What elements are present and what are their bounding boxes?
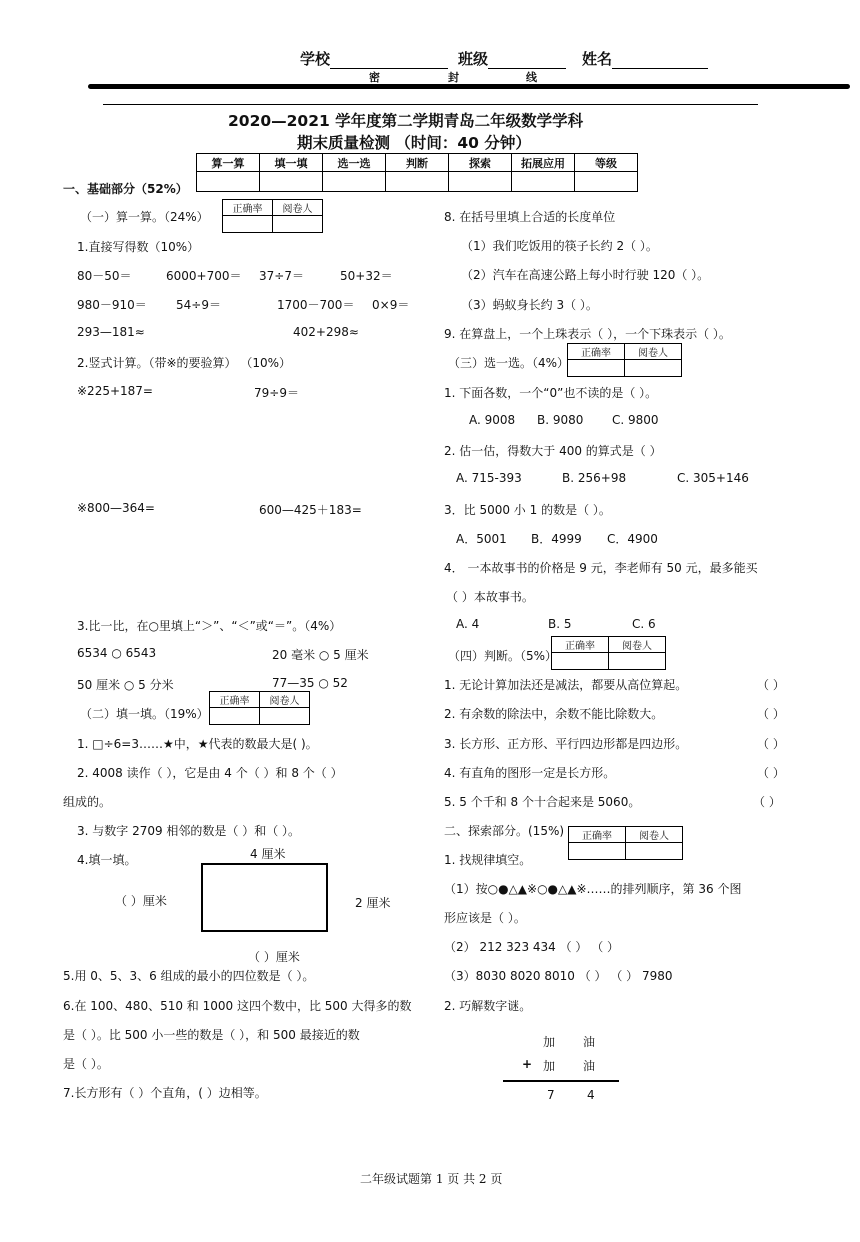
fill-q9: 9. 在算盘上，一个上珠表示（ ），一个下珠表示（ ）。 bbox=[444, 327, 731, 341]
q1-item: 1700－700＝ bbox=[277, 298, 355, 312]
rect-bottom-label: （ ）厘米 bbox=[248, 950, 300, 964]
score-cell[interactable] bbox=[575, 172, 638, 192]
choice-q1: 1. 下面各数，一个“0”也不读的是（ ）。 bbox=[444, 386, 658, 400]
fill-q6: 6.在 100、480、510 和 1000 这四个数中，比 500 大得多的数 bbox=[63, 999, 412, 1013]
rect-right-label: 2 厘米 bbox=[355, 896, 391, 910]
fill-q2-cont: 组成的。 bbox=[63, 795, 112, 809]
q1-item: 0×9＝ bbox=[372, 298, 410, 312]
q1-title: 1.直接写得数（10%） bbox=[77, 240, 200, 254]
name-blank[interactable] bbox=[612, 54, 708, 69]
choice-option[interactable]: A．5001 bbox=[456, 532, 507, 546]
q1-item: 293—181≈ bbox=[77, 325, 145, 339]
section-calc-heading: （一）算一算。（24%） bbox=[80, 210, 209, 224]
section-judge-heading: （四）判断。（5%） bbox=[448, 649, 558, 663]
q1-item: 6000+700＝ bbox=[166, 269, 242, 283]
grader-box-choice bbox=[567, 343, 682, 377]
grader-box-fill bbox=[209, 691, 310, 725]
explore-q2: 2. 巧解数字谜。 bbox=[444, 999, 532, 1013]
grader-cell[interactable] bbox=[568, 360, 625, 377]
grader-col1: 正确率 bbox=[223, 200, 273, 216]
section-fill-heading: （二）填一填。（19%） bbox=[80, 707, 209, 721]
judge-answer-box[interactable]: （ ） bbox=[757, 707, 785, 721]
name-field bbox=[582, 48, 708, 69]
puzzle-char: 油 bbox=[583, 1035, 596, 1049]
fill-q7: 7.长方形有（ ）个直角，( ）边相等。 bbox=[63, 1086, 267, 1100]
judge-q3: 3. 长方形、正方形、平行四边形都是四边形。 bbox=[444, 737, 688, 751]
q2-title: 2.竖式计算。（带※的要验算） （10%） bbox=[77, 356, 291, 370]
choice-option[interactable]: A. 4 bbox=[456, 617, 480, 631]
q2-item: 79÷9＝ bbox=[254, 386, 299, 400]
score-header: 填一填 bbox=[260, 154, 323, 172]
q1-item: 54÷9＝ bbox=[176, 298, 221, 312]
score-header: 选一选 bbox=[323, 154, 386, 172]
fill-q4: 4.填一填。 bbox=[77, 853, 137, 867]
q1-item: 980－910＝ bbox=[77, 298, 147, 312]
puzzle-sum-line bbox=[503, 1080, 619, 1082]
class-field bbox=[458, 48, 566, 69]
choice-q2: 2. 估一估，得数大于 400 的算式是（ ） bbox=[444, 444, 662, 458]
seal-char-2: 封 bbox=[448, 71, 459, 84]
choice-option[interactable]: C．4900 bbox=[607, 532, 658, 546]
q1-item: 402+298≈ bbox=[293, 325, 359, 339]
q2-item: ※800—364= bbox=[77, 501, 155, 515]
q1-item: 37÷7＝ bbox=[259, 269, 304, 283]
judge-answer-box[interactable]: （ ） bbox=[757, 678, 785, 692]
grader-cell[interactable] bbox=[260, 708, 310, 725]
score-header: 探索 bbox=[449, 154, 512, 172]
choice-option[interactable]: C. 6 bbox=[632, 617, 656, 631]
choice-q4: 4． 一本故事书的价格是 9 元，李老师有 50 元，最多能买 bbox=[444, 561, 758, 575]
choice-option[interactable]: A. 9008 bbox=[469, 413, 516, 427]
judge-q2: 2. 有余数的除法中，余数不能比除数大。 bbox=[444, 707, 664, 721]
page-title-line2: 期末质量检测 （时间：40 分钟） bbox=[297, 134, 531, 152]
fill-q1: 1. □÷6=3……★中，★代表的数最大是( )。 bbox=[77, 737, 318, 751]
puzzle-char: 油 bbox=[583, 1059, 596, 1073]
fill-q3: 3. 与数字 2709 相邻的数是（ ）和（ ）。 bbox=[77, 824, 301, 838]
judge-answer-box[interactable]: （ ） bbox=[757, 737, 785, 751]
seal-line-thick bbox=[88, 84, 850, 89]
puzzle-digit: 7 bbox=[547, 1088, 555, 1102]
score-cell[interactable] bbox=[512, 172, 575, 192]
fill-q2: 2. 4008 读作（ ），它是由 4 个（ ）和 8 个（ ） bbox=[77, 766, 343, 780]
score-header: 算一算 bbox=[197, 154, 260, 172]
grader-cell[interactable] bbox=[210, 708, 260, 725]
compare-item: 50 厘米 ○ 5 分米 bbox=[77, 678, 174, 692]
score-header: 判断 bbox=[386, 154, 449, 172]
grader-col2: 阅卷人 bbox=[609, 637, 666, 653]
fill-q8: 8. 在括号里填上合适的长度单位 bbox=[444, 210, 616, 224]
grader-col2: 阅卷人 bbox=[625, 344, 682, 360]
grader-col1: 正确率 bbox=[568, 344, 625, 360]
score-cell[interactable] bbox=[323, 172, 386, 192]
compare-item: 20 毫米 ○ 5 厘米 bbox=[272, 648, 369, 662]
name-label: 姓名 bbox=[582, 50, 613, 68]
score-cell[interactable] bbox=[386, 172, 449, 192]
score-table-header bbox=[197, 154, 638, 172]
choice-option[interactable]: A. 715-393 bbox=[456, 471, 522, 485]
fill-q8-1: （1）我们吃饭用的筷子长约 2（ ）。 bbox=[461, 239, 658, 253]
explore-q1-1: （1）按○●△▲※○●△▲※……的排列顺序，第 36 个图 bbox=[444, 882, 742, 896]
grader-cell[interactable] bbox=[609, 653, 666, 670]
grader-cell[interactable] bbox=[569, 843, 626, 860]
grader-col1: 正确率 bbox=[210, 692, 260, 708]
grader-box-calc bbox=[222, 199, 323, 233]
grader-col1: 正确率 bbox=[569, 827, 626, 843]
score-cell[interactable] bbox=[197, 172, 260, 192]
school-field bbox=[300, 48, 448, 69]
compare-item: 77—35 ○ 52 bbox=[272, 676, 348, 690]
grader-cell[interactable] bbox=[223, 216, 273, 233]
grader-col2: 阅卷人 bbox=[273, 200, 323, 216]
grader-box-judge bbox=[551, 636, 666, 670]
rect-left-label: （ ）厘米 bbox=[115, 894, 167, 908]
seal-line-thin bbox=[103, 104, 758, 105]
class-label: 班级 bbox=[458, 50, 489, 68]
seal-char-3: 线 bbox=[526, 71, 537, 84]
part1-heading: 一、基础部分（52%） bbox=[63, 182, 188, 196]
judge-answer-box[interactable]: （ ） bbox=[753, 795, 781, 809]
score-header: 拓展应用 bbox=[512, 154, 575, 172]
choice-option[interactable]: B. 256+98 bbox=[562, 471, 627, 485]
school-blank[interactable] bbox=[330, 54, 448, 69]
choice-q4-cont: （ ）本故事书。 bbox=[446, 590, 534, 604]
explore-q1-1-cont: 形应该是（ ）。 bbox=[444, 911, 526, 925]
score-table-row bbox=[197, 172, 638, 192]
q2-item: 600—425＋183= bbox=[259, 503, 362, 517]
choice-option[interactable]: C. 305+146 bbox=[677, 471, 749, 485]
judge-answer-box[interactable]: （ ） bbox=[757, 766, 785, 780]
grader-cell[interactable] bbox=[273, 216, 323, 233]
judge-q4: 4. 有直角的图形一定是长方形。 bbox=[444, 766, 616, 780]
fill-q5: 5.用 0、5、3、6 组成的最小的四位数是（ ）。 bbox=[63, 969, 315, 983]
score-cell[interactable] bbox=[260, 172, 323, 192]
q2-item: ※225+187= bbox=[77, 384, 153, 398]
seal-char-1: 密 bbox=[369, 71, 380, 84]
grader-cell[interactable] bbox=[625, 360, 682, 377]
grader-col2: 阅卷人 bbox=[626, 827, 683, 843]
section-choice-heading: （三）选一选。（4%） bbox=[448, 356, 570, 370]
puzzle-char: 加 bbox=[543, 1035, 556, 1049]
judge-q5: 5. 5 个千和 8 个十合起来是 5060。 bbox=[444, 795, 641, 809]
score-header: 等级 bbox=[575, 154, 638, 172]
explore-q1-2: （2） 212 323 434 （ ） （ ） bbox=[444, 940, 620, 954]
grader-cell[interactable] bbox=[552, 653, 609, 670]
rectangle-figure bbox=[201, 863, 328, 932]
fill-q8-3: （3）蚂蚁身长约 3（ ）。 bbox=[461, 298, 598, 312]
choice-option[interactable]: B. 5 bbox=[548, 617, 572, 631]
choice-option[interactable]: B．4999 bbox=[531, 532, 582, 546]
fill-q6-cont: 是（ ）。比 500 小一些的数是（ ），和 500 最接近的数 bbox=[63, 1028, 360, 1042]
page-footer: 二年级试题第 1 页 共 2 页 bbox=[360, 1172, 503, 1186]
part2-heading: 二、探索部分。(15%) bbox=[444, 824, 565, 838]
page-title-line1: 2020—2021 学年度第二学期青岛二年级数学学科 bbox=[228, 112, 584, 130]
fill-q6-cont2: 是（ ）。 bbox=[63, 1057, 109, 1071]
choice-option[interactable]: C. 9800 bbox=[612, 413, 659, 427]
puzzle-digit: 4 bbox=[587, 1088, 595, 1102]
grader-cell[interactable] bbox=[626, 843, 683, 860]
score-cell[interactable] bbox=[449, 172, 512, 192]
school-label: 学校 bbox=[300, 50, 331, 68]
choice-q3: 3．比 5000 小 1 的数是（ ）。 bbox=[444, 503, 611, 517]
score-table bbox=[196, 153, 638, 192]
explore-q1: 1. 找规律填空。 bbox=[444, 853, 532, 867]
compare-item: 6534 ○ 6543 bbox=[77, 646, 157, 660]
q3-title: 3.比一比，在○里填上“＞”、“＜”或“＝”。（4%） bbox=[77, 619, 342, 633]
plus-sign: + bbox=[522, 1057, 533, 1071]
rect-top-label: 4 厘米 bbox=[250, 847, 286, 861]
q1-item: 80－50＝ bbox=[77, 269, 132, 283]
fill-q8-2: （2）汽车在高速公路上每小时行驶 120（ ）。 bbox=[461, 268, 710, 282]
choice-option[interactable]: B. 9080 bbox=[537, 413, 584, 427]
judge-q1: 1. 无论计算加法还是减法，都要从高位算起。 bbox=[444, 678, 688, 692]
explore-q1-3: （3）8030 8020 8010 （ ） （ ） 7980 bbox=[444, 969, 673, 983]
grader-box-explore bbox=[568, 826, 683, 860]
class-blank[interactable] bbox=[488, 54, 566, 69]
grader-col2: 阅卷人 bbox=[260, 692, 310, 708]
puzzle-char: 加 bbox=[543, 1059, 556, 1073]
q1-item: 50+32＝ bbox=[340, 269, 393, 283]
grader-col1: 正确率 bbox=[552, 637, 609, 653]
